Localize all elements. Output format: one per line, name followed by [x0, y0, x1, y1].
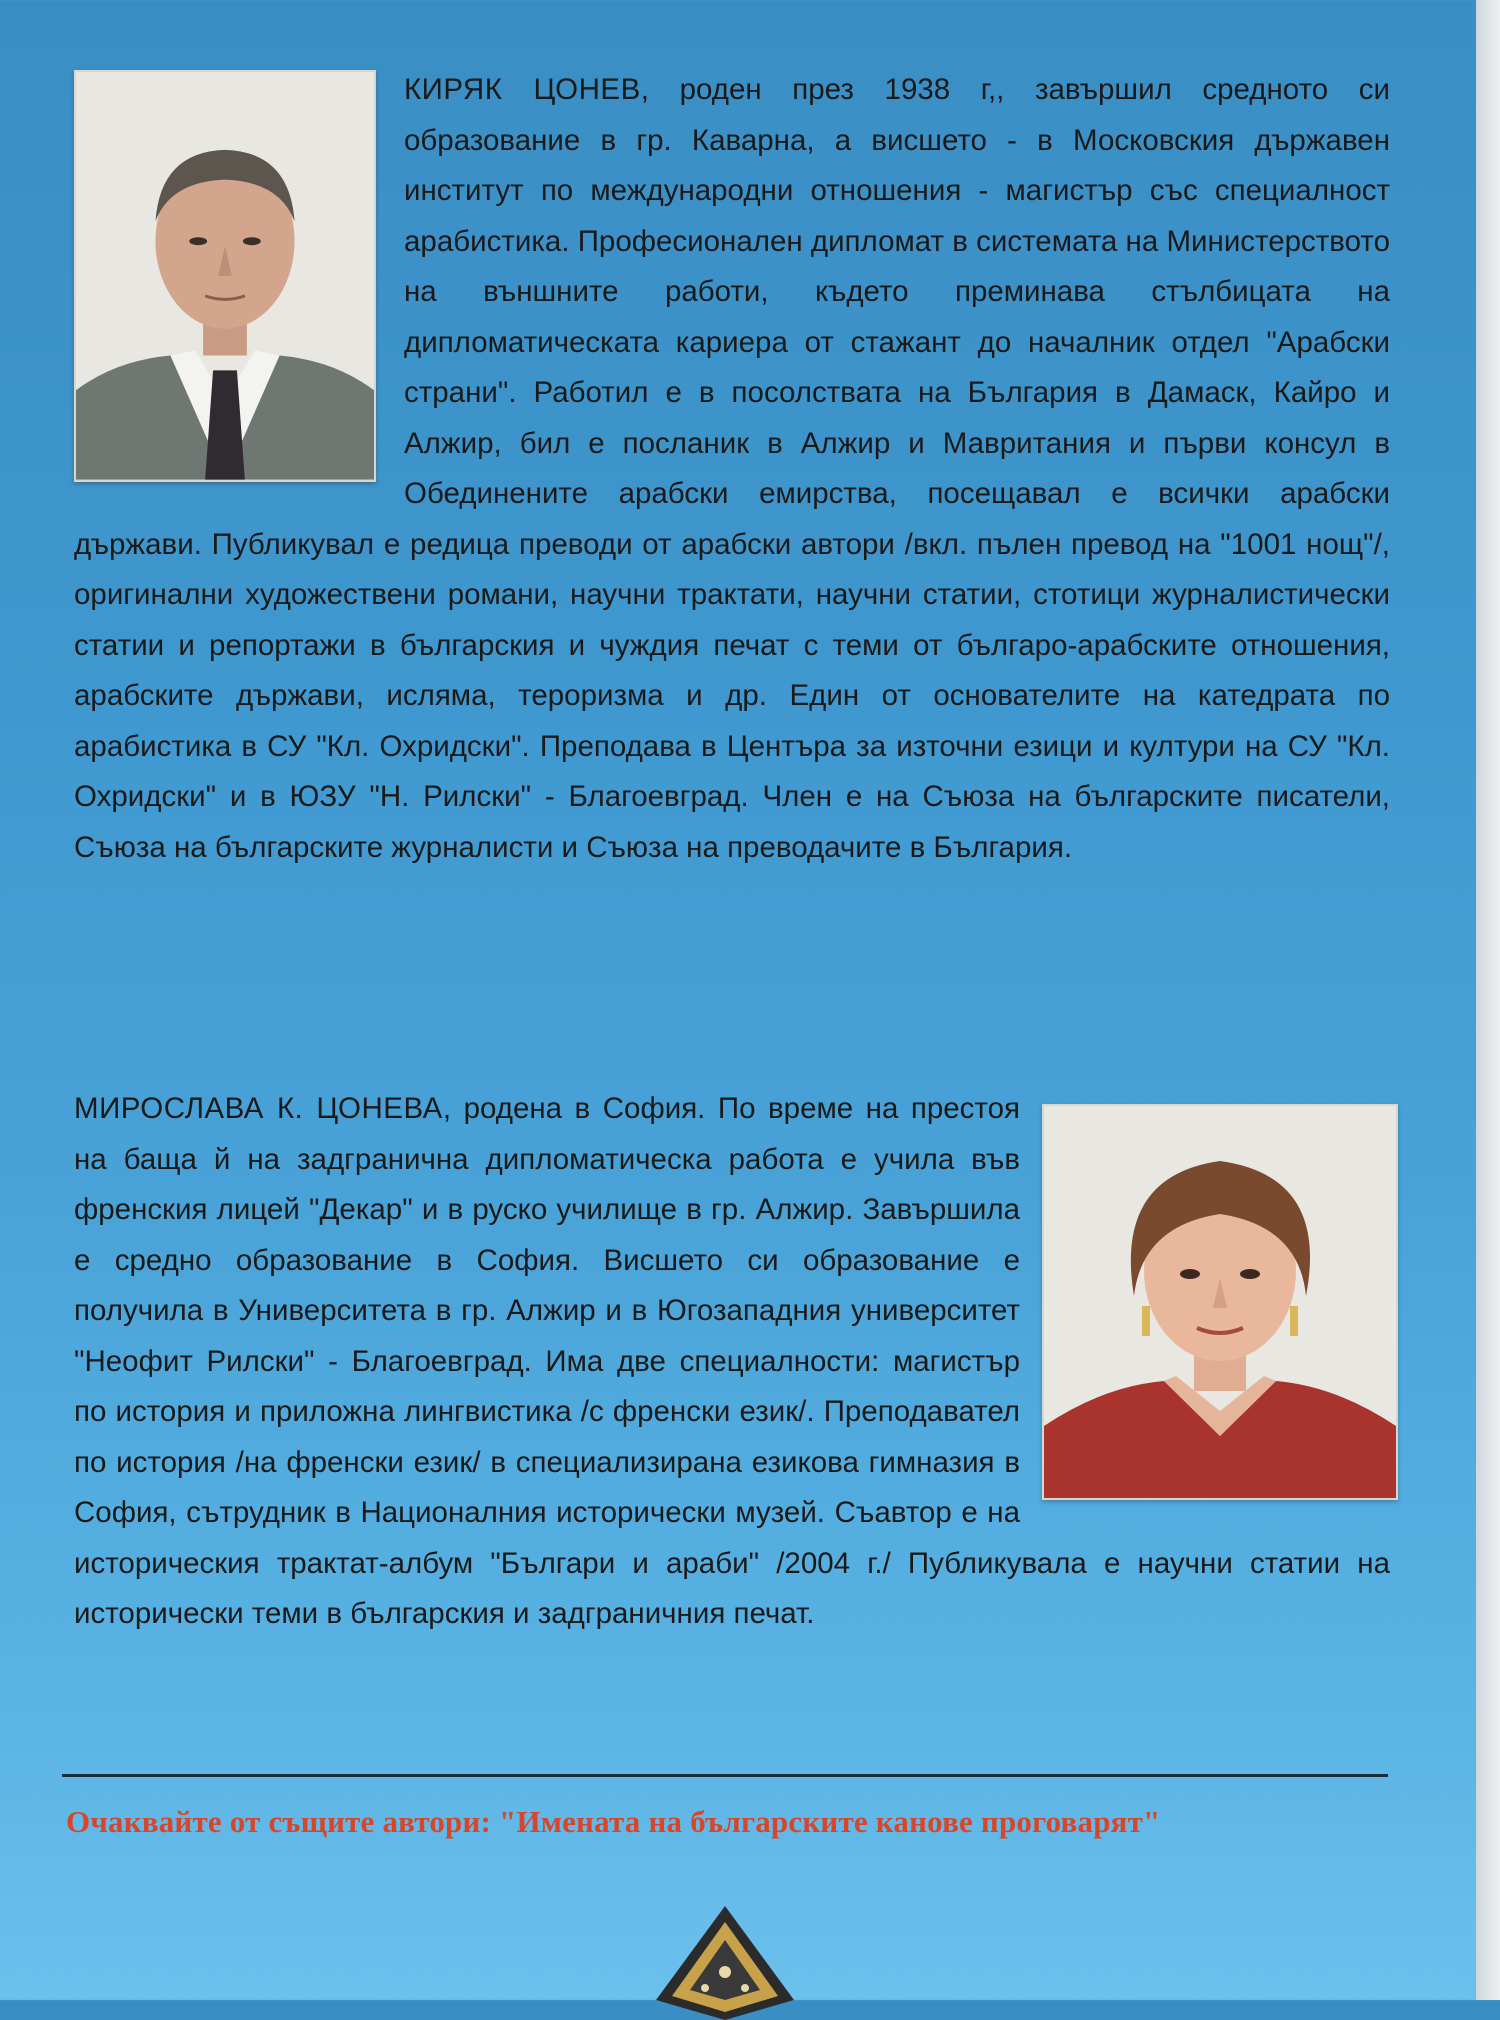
upcoming-book-note: Очаквайте от същите автори: "Имената на българските канове проговарят" [66, 1804, 1161, 1839]
author-bio-kiryak [74, 65, 1390, 873]
author-name: КИРЯК ЦОНЕВ [404, 73, 641, 106]
author-bio-miroslava [74, 1084, 1390, 1640]
publisher-emblem-icon [650, 1900, 800, 2020]
author-name: МИРОСЛАВА К. ЦОНЕВА [74, 1092, 443, 1125]
author-bio-text: , родена в София. По време на престоя на баща й на задгранична дипломатическа работа е учила във френския лицей "Декар" и в руско училище в гр. Алжир. Завършила е средно образование в София. Висшето си образование е получила в Университета в гр. Алжир и в Югозападния университет "Неофит Рилски" - Благоевград. Има две специалности: магистър по история и приложна лингвистика /с френски език/. Преподавател по история /на френски език/ в специализирана езикова гимназия в София, сътрудник в Националния исторически музей. Съавтор е на историческия трактат-албум "Българи и араби" /2004 г./ Публикувала е научни статии на исторически теми в българския и задграничния печат. [74, 1092, 1390, 1630]
divider [62, 1774, 1388, 1777]
author-bio-text: , роден през 1938 г,, завършил средното си образование в гр. Каварна, а висшето - в Московския държавен институт по международни отношения - магистър със специалност арабистика. Професионален дипломат в системата на Министерството на външните работи, където преминава стълбицата на дипломатическата кариера от стажант до началник отдел "Арабски страни". Работил е в посолствата на България в Дамаск, Кайро и Алжир, бил е посланик в Алжир и Мавритания и първи консул в Обединените арабски емирства, посещавал е всички арабски държави. Публикувал е редица преводи от арабски автори /вкл. пълен превод на "1001 нощ"/, оригинални художествени романи, научни трактати, научни статии, стотици журналистически статии и репортажи в българския и чуждия печат с теми от българо-арабските отношения, арабските държави, исляма, тероризма и др. Един от основателите на катедрата по арабистика в СУ "Кл. Охридски". Преподава в Центъра за източни езици и култури на СУ "Кл. Охридски" и в ЮЗУ "Н. Рилски" - Благоевград. Член е на Съюза на българските писатели, Съюза на българските журналисти и Съюза на преводачите в България. [74, 73, 1390, 864]
page-edge [1476, 0, 1500, 2000]
